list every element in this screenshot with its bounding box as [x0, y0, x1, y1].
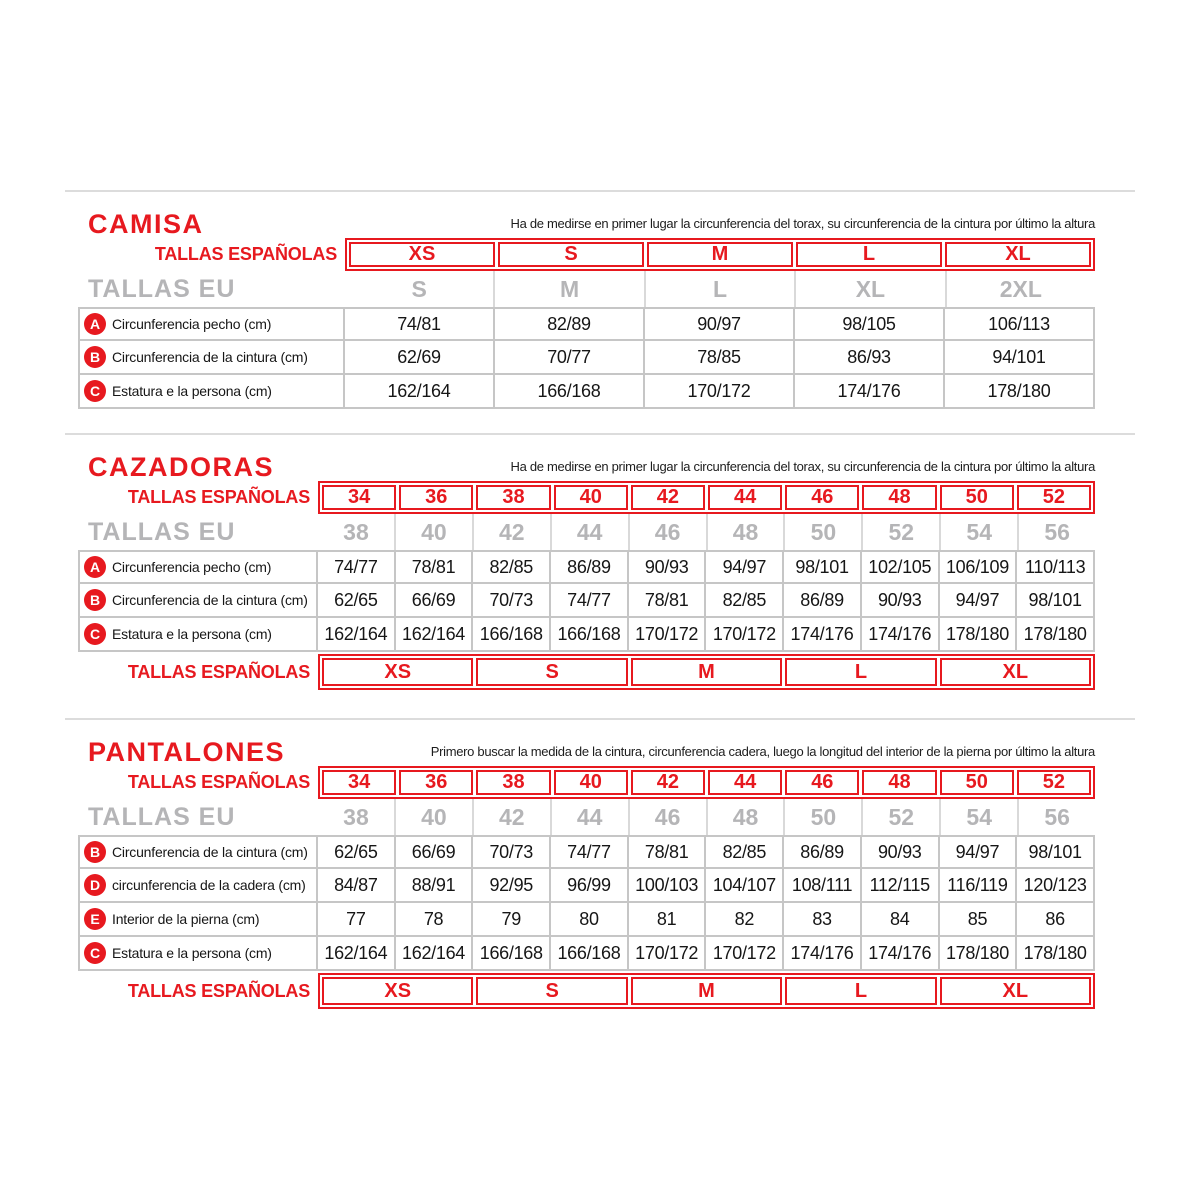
measurement-label-cell — [78, 903, 318, 937]
spanish-size-cell: 42 — [631, 485, 705, 510]
measurement-row — [65, 835, 1095, 869]
section-header — [65, 435, 1095, 481]
letter-badge: C — [84, 623, 106, 645]
section-header — [65, 720, 1095, 766]
measurement-label: circunferencia de la cadera (cm) — [112, 877, 306, 893]
measurement-label: Circunferencia pecho (cm) — [112, 559, 272, 575]
measurement-label: Circunferencia de la cintura (cm) — [112, 592, 308, 608]
spanish-size-cell: 50 — [940, 770, 1014, 795]
measurement-value: 82/85 — [706, 835, 784, 869]
measurement-value: 84 — [862, 903, 940, 937]
eu-size-cell: 44 — [550, 799, 628, 835]
eu-size-cell: 2XL — [945, 271, 1095, 307]
eu-size-cell: 46 — [628, 514, 706, 550]
measurement-value: 98/101 — [1017, 835, 1095, 869]
eu-sizes-row — [65, 799, 1095, 835]
spanish-size-cell: 38 — [476, 770, 550, 795]
measurement-value: 82/89 — [495, 307, 645, 341]
section-title: PANTALONES — [88, 737, 285, 768]
measurement-value: 70/73 — [473, 835, 551, 869]
measurement-label-cell — [78, 341, 345, 375]
measure-instructions-note: Ha de medirse en primer lugar la circunferencia del torax, su circunferencia de la cintura por último la altura — [510, 216, 1095, 231]
measurement-value: 62/65 — [318, 835, 396, 869]
measurement-row — [65, 903, 1095, 937]
eu-size-cell: XL — [794, 271, 944, 307]
eu-size-cell: 38 — [343, 803, 369, 830]
eu-size-cell: 56 — [1017, 799, 1095, 835]
spanish-size-cell: 36 — [399, 485, 473, 510]
eu-sizes-label: TALLAS EU — [88, 274, 236, 303]
measurement-value: 70/73 — [473, 584, 551, 618]
spanish-size-cell: 36 — [399, 770, 473, 795]
measurement-label-cell — [78, 835, 318, 869]
measurement-label-cell — [78, 584, 318, 618]
measurement-value: 98/101 — [784, 550, 862, 584]
measurement-label: Estatura e la persona (cm) — [112, 383, 272, 399]
eu-size-cell: 42 — [472, 514, 550, 550]
letter-badge: E — [84, 908, 106, 930]
eu-size-cell: 50 — [783, 514, 861, 550]
measurement-value: 104/107 — [706, 869, 784, 903]
measurement-value: 90/93 — [862, 584, 940, 618]
eu-size-cell: L — [644, 271, 794, 307]
eu-sizes-label: TALLAS EU — [88, 517, 236, 546]
measurement-label: Circunferencia de la cintura (cm) — [112, 349, 308, 365]
measurement-row — [65, 869, 1095, 903]
measurement-label: Estatura e la persona (cm) — [112, 945, 272, 961]
spanish-size-cell: S — [498, 242, 644, 267]
eu-size-cell: 38 — [343, 518, 369, 545]
measurement-value: 178/180 — [940, 937, 1018, 971]
letter-badge: B — [84, 346, 106, 368]
measurement-row — [65, 550, 1095, 584]
measurement-value: 170/172 — [706, 618, 784, 652]
measurement-row — [65, 584, 1095, 618]
spanish-size-cell: L — [796, 242, 942, 267]
spanish-sizes-header-row — [65, 481, 1095, 514]
measurement-value: 106/113 — [945, 307, 1095, 341]
measurement-value: 174/176 — [862, 937, 940, 971]
letter-badge: D — [84, 874, 106, 896]
spanish-size-cell: L — [785, 977, 936, 1005]
measurement-value: 162/164 — [396, 937, 474, 971]
measurement-value: 162/164 — [396, 618, 474, 652]
eu-sizes-row — [65, 271, 1095, 307]
eu-size-cell: 52 — [861, 514, 939, 550]
measurement-row — [65, 307, 1095, 341]
letter-badge: C — [84, 380, 106, 402]
measurement-value: 86/93 — [795, 341, 945, 375]
eu-size-cell: 48 — [706, 799, 784, 835]
spanish-size-cell: 38 — [476, 485, 550, 510]
measurement-value: 94/97 — [706, 550, 784, 584]
spanish-size-cell: 48 — [862, 485, 936, 510]
letter-badge: B — [84, 589, 106, 611]
spanish-size-cell: 40 — [554, 485, 628, 510]
measurement-value: 162/164 — [318, 618, 396, 652]
measurement-value: 94/97 — [940, 835, 1018, 869]
section-title: CAZADORAS — [88, 452, 274, 483]
spanish-size-cell: XS — [349, 242, 495, 267]
spanish-size-cell: 34 — [322, 770, 396, 795]
measurement-value: 78/81 — [629, 584, 707, 618]
spanish-size-cell: M — [631, 977, 782, 1005]
measurement-value: 90/97 — [645, 307, 795, 341]
spanish-size-cell: 50 — [940, 485, 1014, 510]
spanish-size-cell: 46 — [785, 770, 859, 795]
measurement-value: 82/85 — [473, 550, 551, 584]
spanish-size-cell: 48 — [862, 770, 936, 795]
spanish-size-cell: 46 — [785, 485, 859, 510]
measurement-value: 83 — [784, 903, 862, 937]
measurement-value: 88/91 — [396, 869, 474, 903]
measurement-value: 79 — [473, 903, 551, 937]
measurement-value: 112/115 — [862, 869, 940, 903]
measurement-row — [65, 341, 1095, 375]
spanish-sizes-label: TALLAS ESPAÑOLAS — [127, 661, 310, 682]
measurement-label-cell — [78, 550, 318, 584]
spanish-size-cell: XL — [940, 658, 1091, 686]
measurement-label-cell — [78, 307, 345, 341]
measurement-value: 78/81 — [396, 550, 474, 584]
measurement-value: 86/89 — [784, 835, 862, 869]
spanish-sizes-cells — [318, 973, 1095, 1009]
measurement-value: 74/81 — [345, 307, 495, 341]
measurement-value: 178/180 — [1017, 937, 1095, 971]
measurement-value: 96/99 — [551, 869, 629, 903]
measurement-value: 116/119 — [940, 869, 1018, 903]
measurement-value: 98/101 — [1017, 584, 1095, 618]
spanish-size-cell: XL — [940, 977, 1091, 1005]
measurement-value: 94/97 — [940, 584, 1018, 618]
measurement-value: 86 — [1017, 903, 1095, 937]
spanish-sizes-cells — [345, 238, 1095, 271]
measurement-label: Estatura e la persona (cm) — [112, 626, 272, 642]
measure-instructions-note: Primero buscar la medida de la cintura, circunferencia cadera, luego la longitud del interior de la pierna por último la altura — [430, 744, 1095, 759]
measurement-label-cell — [78, 618, 318, 652]
measure-instructions-note: Ha de medirse en primer lugar la circunferencia del torax, su circunferencia de la cintura por último la altura — [510, 459, 1095, 474]
eu-size-cell: 54 — [939, 514, 1017, 550]
measurement-value: 170/172 — [629, 618, 707, 652]
section-header — [65, 192, 1095, 238]
measurement-value: 90/93 — [629, 550, 707, 584]
spanish-sizes-header-row — [65, 238, 1095, 271]
spanish-size-cell: S — [476, 977, 627, 1005]
measurement-label-cell — [78, 375, 345, 409]
measurement-value: 85 — [940, 903, 1018, 937]
section-pantalones — [65, 718, 1135, 1009]
measurement-value: 170/172 — [629, 937, 707, 971]
measurement-value: 66/69 — [396, 835, 474, 869]
measurement-value: 81 — [629, 903, 707, 937]
spanish-size-cell: L — [785, 658, 936, 686]
measurement-value: 82/85 — [706, 584, 784, 618]
section-title: CAMISA — [88, 209, 204, 240]
measurement-value: 120/123 — [1017, 869, 1095, 903]
measurement-value: 84/87 — [318, 869, 396, 903]
spanish-size-cell: 34 — [322, 485, 396, 510]
eu-size-cell: M — [493, 271, 643, 307]
spanish-size-cell: M — [631, 658, 782, 686]
spanish-sizes-cells — [318, 654, 1095, 690]
measurement-label: Interior de la pierna (cm) — [112, 911, 260, 927]
measurement-value: 74/77 — [318, 550, 396, 584]
measurement-value: 178/180 — [1017, 618, 1095, 652]
spanish-size-cell: 42 — [631, 770, 705, 795]
eu-size-cell: 40 — [394, 799, 472, 835]
measurement-label-cell — [78, 937, 318, 971]
spanish-sizes-label: TALLAS ESPAÑOLAS — [127, 980, 310, 1001]
eu-sizes-cells — [318, 799, 1095, 835]
eu-size-cell: S — [411, 275, 427, 302]
measurement-row — [65, 937, 1095, 971]
spanish-size-cell: 44 — [708, 770, 782, 795]
spanish-sizes-cells — [318, 766, 1095, 799]
spanish-size-cell: M — [647, 242, 793, 267]
measurement-label: Circunferencia de la cintura (cm) — [112, 844, 308, 860]
spanish-sizes-bottom-row — [65, 973, 1095, 1009]
measurement-value: 166/168 — [551, 937, 629, 971]
measurement-value: 62/69 — [345, 341, 495, 375]
measurement-value: 178/180 — [945, 375, 1095, 409]
eu-sizes-row — [65, 514, 1095, 550]
eu-size-cell: 48 — [706, 514, 784, 550]
section-camisa — [65, 190, 1135, 409]
measurement-value: 66/69 — [396, 584, 474, 618]
measurement-value: 78 — [396, 903, 474, 937]
measurement-value: 166/168 — [473, 618, 551, 652]
spanish-size-cell: 52 — [1017, 485, 1091, 510]
measurement-value: 174/176 — [795, 375, 945, 409]
letter-badge: A — [84, 313, 106, 335]
measurement-row — [65, 375, 1095, 409]
spanish-sizes-cells — [318, 481, 1095, 514]
measurement-value: 166/168 — [551, 618, 629, 652]
spanish-size-cell: XS — [322, 658, 473, 686]
measurement-value: 62/65 — [318, 584, 396, 618]
measurement-value: 108/111 — [784, 869, 862, 903]
spanish-sizes-label: TALLAS ESPAÑOLAS — [127, 487, 310, 507]
eu-size-cell: 46 — [628, 799, 706, 835]
spanish-sizes-header-row — [65, 766, 1095, 799]
measurement-value: 78/85 — [645, 341, 795, 375]
measurement-value: 174/176 — [784, 937, 862, 971]
measurement-value: 170/172 — [706, 937, 784, 971]
spanish-sizes-bottom-row — [65, 654, 1095, 690]
measurement-value: 92/95 — [473, 869, 551, 903]
measurement-value: 77 — [318, 903, 396, 937]
spanish-sizes-label: TALLAS ESPAÑOLAS — [127, 772, 310, 792]
measurement-value: 86/89 — [784, 584, 862, 618]
measurement-value: 94/101 — [945, 341, 1095, 375]
measurement-value: 86/89 — [551, 550, 629, 584]
eu-size-cell: 50 — [783, 799, 861, 835]
eu-size-cell: 42 — [472, 799, 550, 835]
spanish-size-cell: 44 — [708, 485, 782, 510]
measurement-row — [65, 618, 1095, 652]
measurement-value: 74/77 — [551, 835, 629, 869]
measurement-value: 166/168 — [495, 375, 645, 409]
eu-size-cell: 56 — [1017, 514, 1095, 550]
letter-badge: B — [84, 841, 106, 863]
measurement-value: 162/164 — [318, 937, 396, 971]
measurement-value: 78/81 — [629, 835, 707, 869]
spanish-size-cell: S — [476, 658, 627, 686]
measurement-value: 174/176 — [784, 618, 862, 652]
measurement-value: 80 — [551, 903, 629, 937]
measurement-value: 170/172 — [645, 375, 795, 409]
letter-badge: A — [84, 556, 106, 578]
measurement-label: Circunferencia pecho (cm) — [112, 316, 272, 332]
eu-size-cell: 54 — [939, 799, 1017, 835]
eu-size-cell: 40 — [394, 514, 472, 550]
eu-sizes-cells — [318, 514, 1095, 550]
measurement-label-cell — [78, 869, 318, 903]
spanish-size-cell: XL — [945, 242, 1091, 267]
measurement-value: 174/176 — [862, 618, 940, 652]
measurement-value: 102/105 — [862, 550, 940, 584]
measurement-value: 110/113 — [1017, 550, 1095, 584]
section-cazadoras — [65, 433, 1135, 690]
measurement-value: 162/164 — [345, 375, 495, 409]
measurement-value: 82 — [706, 903, 784, 937]
measurement-value: 100/103 — [629, 869, 707, 903]
measurement-value: 98/105 — [795, 307, 945, 341]
eu-size-cell: 44 — [550, 514, 628, 550]
measurement-value: 106/109 — [940, 550, 1018, 584]
letter-badge: C — [84, 942, 106, 964]
spanish-size-cell: XS — [322, 977, 473, 1005]
spanish-sizes-label: TALLAS ESPAÑOLAS — [154, 244, 337, 264]
measurement-value: 70/77 — [495, 341, 645, 375]
eu-sizes-label: TALLAS EU — [88, 802, 236, 831]
eu-size-cell: 52 — [861, 799, 939, 835]
measurement-value: 74/77 — [551, 584, 629, 618]
measurement-value: 90/93 — [862, 835, 940, 869]
measurement-value: 178/180 — [940, 618, 1018, 652]
spanish-size-cell: 40 — [554, 770, 628, 795]
measurement-value: 166/168 — [473, 937, 551, 971]
eu-sizes-cells — [345, 271, 1095, 307]
spanish-size-cell: 52 — [1017, 770, 1091, 795]
